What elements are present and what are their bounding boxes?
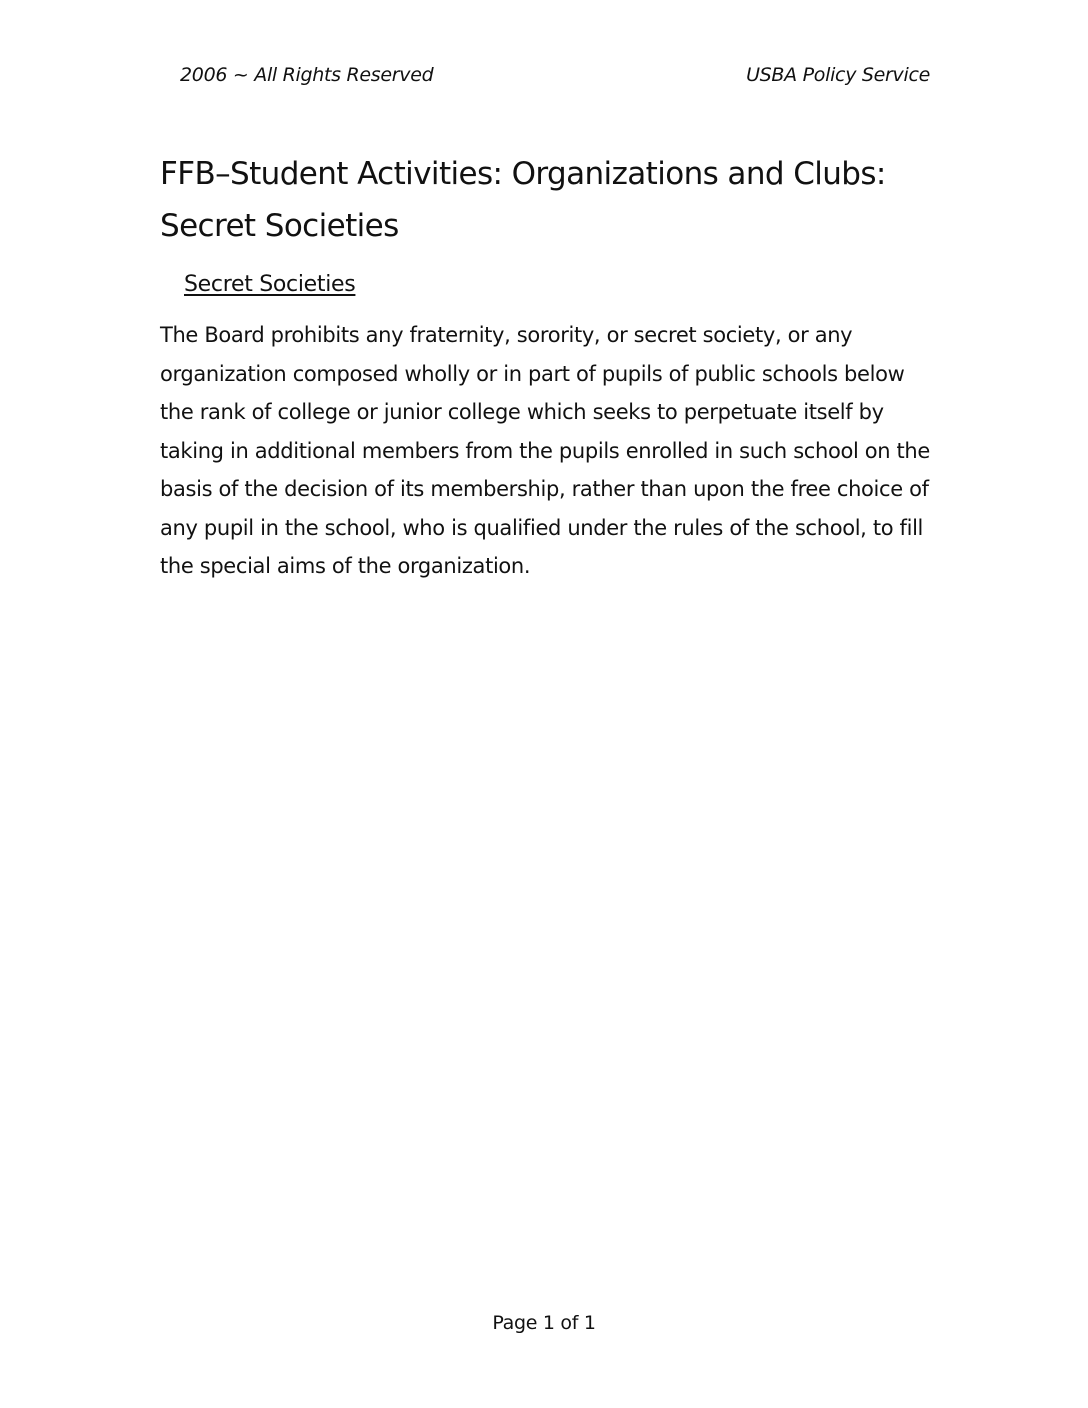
section-heading: Secret Societies xyxy=(184,272,356,297)
header-copyright: 2006 ~ All Rights Reserved xyxy=(180,64,434,86)
document-title: FFB–Student Activities: Organizations and Clubs: Secret Societies xyxy=(160,156,886,244)
policy-body-text: The Board prohibits any fraternity, sorority, or secret society, or any organization composed wholly or in part of pupils of public schools below the rank of college or junior college which seeks to perpetuate itself by taking in additional members from the pupils enrolled in such school on the basis of the decision of its membership, rather than upon the free choice of any pupil in the school, who is qualified under the rules of the school, to fill the special aims of the organization. xyxy=(160,323,930,578)
header-service-name: USBA Policy Service xyxy=(746,64,930,86)
page-number: Page 1 of 1 xyxy=(492,1312,596,1334)
